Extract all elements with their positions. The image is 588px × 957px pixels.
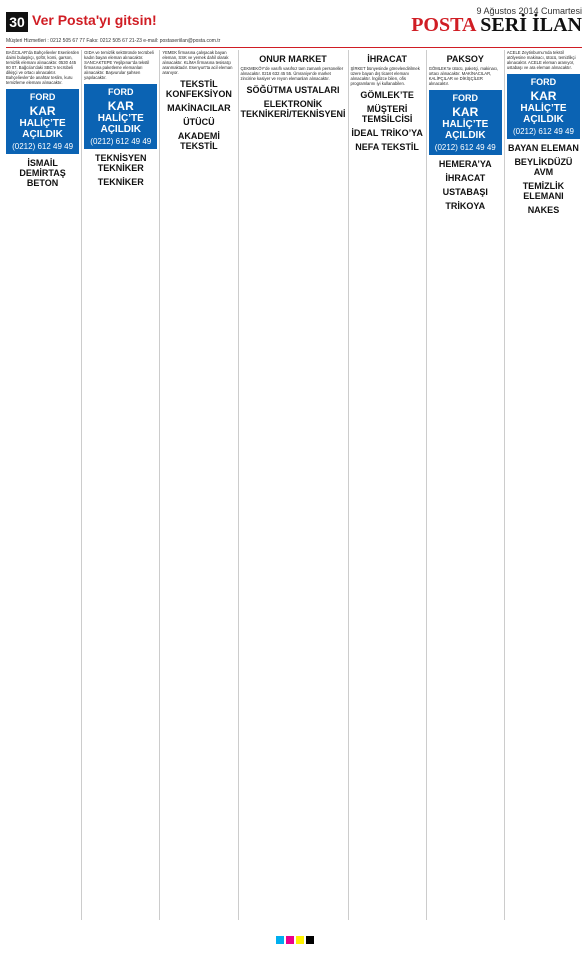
section-head: İDEAL TRİKO’YA	[351, 128, 423, 138]
section-head: BAYAN ELEMAN	[508, 143, 579, 153]
ad-phone: (0212) 612 49 49	[512, 127, 574, 136]
ad-title: KAR	[107, 99, 134, 113]
cyan-mark	[276, 936, 284, 944]
section-head: SÖĞÜTMA USTALARI	[246, 85, 340, 95]
section-head: NAKES	[527, 205, 560, 215]
logo-part-seri-ilan: SERİ İLAN	[480, 14, 582, 36]
section-head: HEMERA’YA	[438, 159, 492, 169]
section-head: TEKNİKER	[97, 177, 144, 187]
section-head: GÖMLEK’TE	[360, 90, 414, 100]
ad-brand: FORD	[452, 93, 479, 103]
column-3	[162, 50, 238, 920]
section-head: MAKİNACILAR	[167, 103, 231, 113]
column-2	[84, 50, 160, 920]
section-head: NEFA TEKSTİL	[355, 142, 419, 152]
section-head: ELEKTRONİK TEKNİKERİ/TEKNİSYENİ	[240, 99, 346, 119]
ad-title: KAR	[29, 104, 56, 118]
ad-title: KAR	[452, 105, 479, 119]
section-head: USTABAŞI	[442, 187, 488, 197]
column-text: ŞİRKET bünyesinde görevlendirilmek üzere bayan dış ticaret elemanı alınacaktır. İngilizce bilen, ofis programlarını iyi kullanabilen.	[350, 66, 420, 86]
ad-phone: (0212) 612 49 49	[434, 143, 496, 152]
section-head: TEMİZLİK ELEMANI	[522, 181, 565, 201]
ad-subtitle: HALİÇ’TE AÇILDIK	[520, 103, 567, 125]
slogan: Ver Posta'yı gitsin!	[32, 12, 157, 28]
section-head: ONUR MARKET	[259, 54, 327, 64]
ad-subtitle: HALİÇ’TE AÇILDIK	[97, 113, 144, 135]
ford-ad	[507, 74, 580, 139]
logo-part-posta: POSTA	[411, 14, 476, 36]
ad-brand: FORD	[108, 87, 134, 97]
ad-phone: (0212) 612 49 49	[12, 142, 74, 151]
header-bar	[6, 6, 582, 34]
section-head: İHRACAT	[445, 173, 486, 183]
section-head: PAKSOY	[446, 54, 484, 64]
section-head: MÜŞTERİ TEMSİLCİSİ	[361, 104, 413, 124]
column-text: GÖMLEK’te ütücü, paketçi, makinacı, ortacı alınacaktır. MAKİNACILAR, KALİPÇILAR ve DİKİŞÇİLER alınacaktır.	[428, 66, 499, 86]
column-text: ÇEKMEKÖY’de vasıflı vasıfsız tam zamanlı personeller alınacaktır. 0216 632 45 55. Ümraniye’de market zincirine kasiyer ve reyon elemanları alınacaktır.	[240, 66, 344, 81]
ford-ad	[84, 84, 157, 149]
ford-ad	[6, 89, 79, 154]
classifieds-grid	[6, 50, 582, 920]
column-text: YEMEK firmasına çalışacak bayan eleman, SSK ve yemek dahil olarak alınacaktır. KLİMA firmasına tesisatçı aranmaktadır. Esenyurt’ta acil eleman aranıyor.	[162, 50, 233, 75]
magenta-mark	[286, 936, 294, 944]
ad-brand: FORD	[530, 77, 557, 87]
yellow-mark	[296, 936, 304, 944]
page-number: 30	[6, 12, 28, 32]
section-head: AKADEMİ TEKSTİL	[177, 131, 220, 151]
page-footer	[0, 924, 588, 957]
black-mark	[306, 936, 314, 944]
masthead-logo	[411, 14, 582, 36]
section-head: TRİKOYA	[445, 201, 486, 211]
section-head: İHRACAT	[367, 54, 408, 64]
ad-brand: FORD	[29, 92, 56, 102]
ford-ad	[429, 90, 502, 155]
ad-title: KAR	[530, 89, 557, 103]
column-7	[507, 50, 582, 920]
ad-subtitle: HALİÇ’TE AÇILDIK	[442, 119, 489, 141]
column-1	[6, 50, 82, 920]
cmyk-marks	[276, 936, 314, 944]
ad-subtitle: HALİÇ’TE AÇILDIK	[19, 118, 66, 140]
ad-phone: (0212) 612 49 49	[90, 137, 152, 146]
column-5	[351, 50, 427, 920]
section-head: TEKNİSYEN TEKNİKER	[95, 153, 147, 173]
column-4	[241, 50, 349, 920]
issue-date: 9 Ağustos 2014 Cumartesi	[476, 6, 582, 16]
contact-line: Müşteri Hizmetleri : 0212 505 67 77 Faks: 0212 505 67 21-23 e-mail: postaseriilan@posta.com.tr	[6, 38, 582, 48]
column-text: ACELE Zeytinburnu’nda tekstil atölyesine makinacı, ütücü, temizlikçi alınacaktır. ACELE eleman aranıyor, ustabaşı ve ara eleman alınacaktır.	[506, 50, 576, 70]
column-text: BAĞCILAR’da Bahçelievler Esenlerden daimi bulaşıkçı, şoför, komi, garson, temizlik elemanı alınacaktır. 0530 445 80 07. Bağcılar’daki SBC’e tecrübeli dikişçi ve ortacı alınacaktır. Bahçelievler’de anahtar teslim, kuru temizleme elemanı alınacaktır.	[6, 50, 80, 85]
section-head: BEYLİKDÜZÜ AVM	[514, 157, 573, 177]
section-head: ÜTÜCÜ	[183, 117, 215, 127]
column-6	[429, 50, 505, 920]
section-head: İSMAİL DEMİRTAŞ BETON	[19, 158, 66, 188]
column-text: GIDA ve temizlik sektöründe tecrübeli kadın bayan eleman alınacaktır. SANCAKTEPE Yeşilpınar’da tekstil firmasına paketleme elemanları alınacaktır. Başvurular şahsen yapılacaktır.	[84, 50, 154, 80]
section-head: TEKSTİL KONFEKSİYON	[165, 79, 232, 99]
